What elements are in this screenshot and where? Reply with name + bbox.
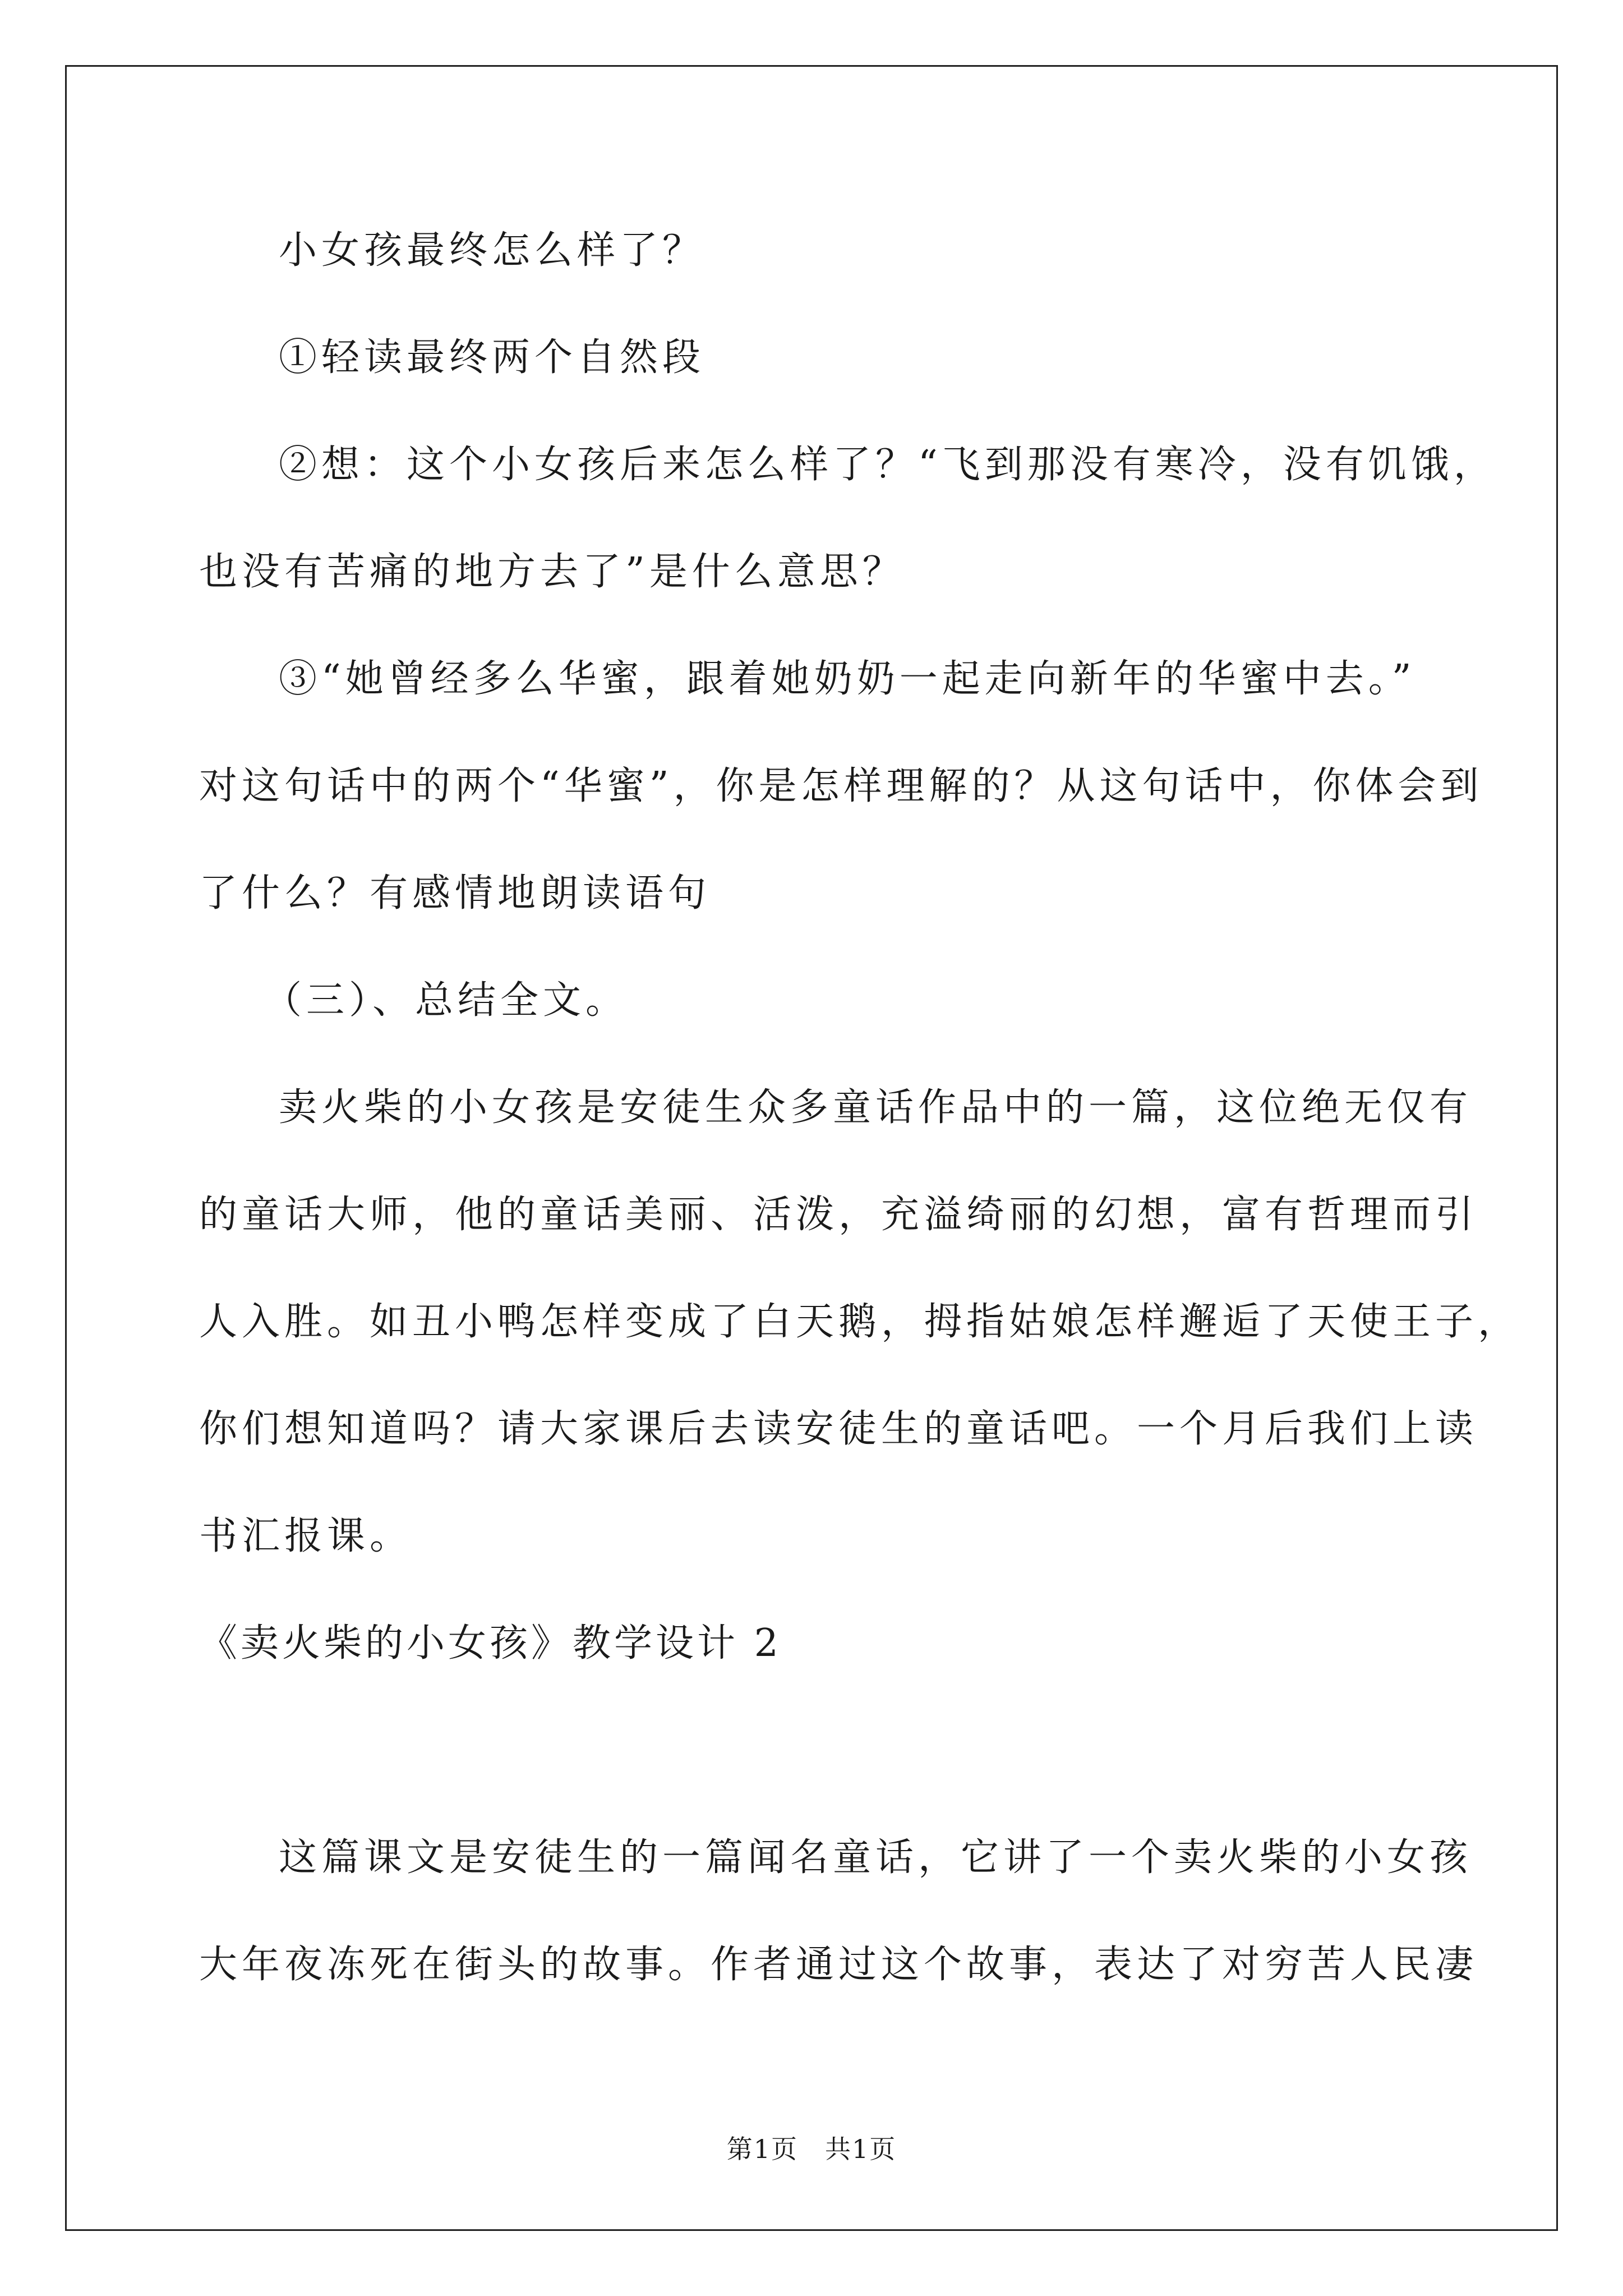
step-3-line: ③“她曾经多么华蜜，跟着她奶奶一起走向新年的华蜜中去。” (279, 657, 1416, 701)
summary-line-4: 你们想知道吗？请大家课后去读安徒生的童话吧。一个月后我们上读 (199, 1407, 1478, 1451)
step-3-continuation-1: 对这句话中的两个“华蜜”，你是怎样理解的？从这句话中，你体会到 (199, 764, 1483, 808)
question-line: 小女孩最终怎么样了？ (279, 228, 706, 273)
page-number-footer: 第1页 共1页 (726, 2134, 897, 2164)
design-title: 《卖火柴的小女孩》教学设计 2 (199, 1621, 782, 1665)
section-heading: （三）、总结全文。 (264, 978, 629, 1023)
step-1-line: ①轻读最终两个自然段 (279, 335, 706, 380)
summary-line-5: 书汇报课。 (199, 1514, 413, 1558)
intro-line-2: 大年夜冻死在街头的故事。作者通过这个故事，表达了对穷苦人民凄 (199, 1943, 1478, 1987)
summary-line-1: 卖火柴的小女孩是安徒生众多童话作品中的一篇，这位绝无仅有 (279, 1085, 1473, 1130)
step-2-line: ②想：这个小女孩后来怎么样了？“飞到那没有寒冷，没有饥饿， (279, 443, 1496, 487)
intro-line-1: 这篇课文是安徒生的一篇闻名童话，它讲了一个卖火柴的小女孩 (279, 1835, 1473, 1880)
summary-line-2: 的童话大师，他的童话美丽、活泼，充溢绮丽的幻想，富有哲理而引 (199, 1193, 1478, 1237)
step-2-continuation: 也没有苦痛的地方去了”是什么意思？ (199, 550, 905, 594)
step-3-continuation-2: 了什么？有感情地朗读语句 (199, 871, 711, 915)
summary-line-3: 人入胜。如丑小鸭怎样变成了白天鹅，拇指姑娘怎样邂逅了天使王子， (199, 1300, 1521, 1344)
page-border (65, 65, 1558, 2231)
